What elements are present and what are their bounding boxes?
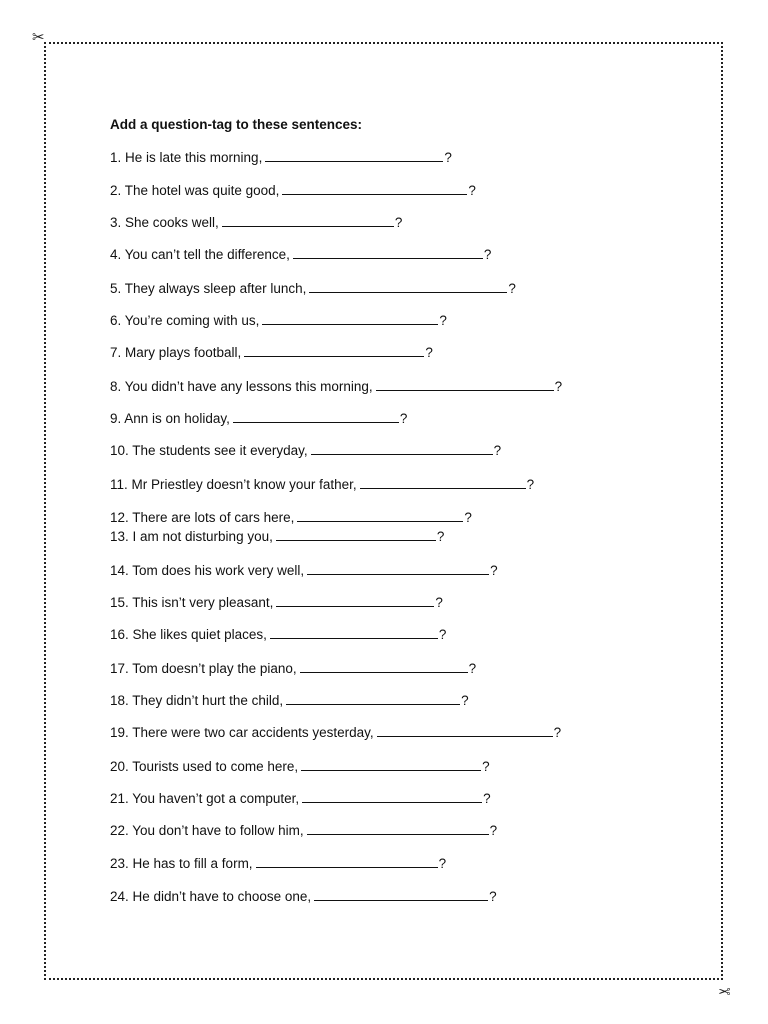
question-text: 2. The hotel was quite good, xyxy=(110,183,280,198)
question-text: 8. You didn’t have any lessons this morning, xyxy=(110,379,373,394)
question-text: 15. This isn’t very pleasant, xyxy=(110,595,274,610)
answer-blank[interactable] xyxy=(282,182,467,195)
question-mark: ? xyxy=(483,791,491,806)
answer-blank[interactable] xyxy=(314,888,488,901)
question-mark: ? xyxy=(483,247,492,262)
question-text: 17. Tom doesn’t play the piano, xyxy=(110,661,297,676)
question-item xyxy=(110,562,498,580)
question-item xyxy=(110,509,472,527)
question-item xyxy=(110,626,446,644)
question-text: 16. She likes quiet places, xyxy=(110,627,267,642)
question-item xyxy=(110,790,491,808)
question-text: 21. You haven’t got a computer, xyxy=(110,791,300,806)
question-mark: ? xyxy=(468,661,477,676)
question-text: 13. I am not disturbing you, xyxy=(110,529,273,544)
answer-blank[interactable] xyxy=(307,822,489,835)
answer-blank[interactable] xyxy=(270,626,438,639)
question-mark: ? xyxy=(425,345,433,360)
question-mark: ? xyxy=(490,563,498,578)
question-mark: ? xyxy=(526,477,535,492)
question-text: 3. She cooks well, xyxy=(110,215,219,230)
question-mark: ? xyxy=(489,889,497,904)
question-item xyxy=(110,528,444,546)
question-item xyxy=(110,822,497,840)
question-item xyxy=(110,410,407,428)
question-mark: ? xyxy=(436,529,445,544)
question-mark: ? xyxy=(489,823,498,838)
answer-blank[interactable] xyxy=(286,692,460,705)
question-item xyxy=(110,214,402,232)
worksheet-heading: Add a question-tag to these sentences: xyxy=(110,117,363,132)
answer-blank[interactable] xyxy=(297,509,463,522)
answer-blank[interactable] xyxy=(244,344,424,357)
question-text: 19. There were two car accidents yesterday, xyxy=(110,725,374,740)
answer-blank[interactable] xyxy=(376,378,554,391)
question-item xyxy=(110,344,433,362)
question-item xyxy=(110,280,516,298)
question-mark: ? xyxy=(464,510,472,525)
question-mark: ? xyxy=(493,443,502,458)
question-item xyxy=(110,594,443,612)
question-item xyxy=(110,660,476,678)
question-mark: ? xyxy=(438,856,447,871)
question-text: 14. Tom does his work very well, xyxy=(110,563,305,578)
answer-blank[interactable] xyxy=(256,855,438,868)
answer-blank[interactable] xyxy=(300,660,468,673)
question-item xyxy=(110,855,446,873)
question-text: 24. He didn’t have to choose one, xyxy=(110,889,312,904)
answer-blank[interactable] xyxy=(222,214,394,227)
question-mark: ? xyxy=(468,183,476,198)
question-mark: ? xyxy=(554,379,563,394)
answer-blank[interactable] xyxy=(265,149,443,162)
answer-blank[interactable] xyxy=(309,280,507,293)
question-mark: ? xyxy=(444,150,452,165)
question-text: 18. They didn’t hurt the child, xyxy=(110,693,284,708)
question-item xyxy=(110,378,562,396)
answer-blank[interactable] xyxy=(262,312,438,325)
question-item xyxy=(110,476,534,494)
question-text: 10. The students see it everyday, xyxy=(110,443,308,458)
question-mark: ? xyxy=(438,627,447,642)
question-text: 9. Ann is on holiday, xyxy=(110,411,230,426)
question-mark: ? xyxy=(482,759,490,774)
question-mark: ? xyxy=(439,313,447,328)
question-text: 23. He has to fill a form, xyxy=(110,856,253,871)
answer-blank[interactable] xyxy=(293,246,483,259)
question-text: 6. You’re coming with us, xyxy=(110,313,260,328)
question-item xyxy=(110,692,469,710)
question-item xyxy=(110,758,490,776)
answer-blank[interactable] xyxy=(307,562,489,575)
answer-blank[interactable] xyxy=(311,442,493,455)
answer-blank[interactable] xyxy=(377,724,553,737)
question-mark: ? xyxy=(435,595,443,610)
question-item xyxy=(110,182,476,200)
question-item xyxy=(110,246,491,264)
question-mark: ? xyxy=(399,411,408,426)
question-item xyxy=(110,724,561,742)
answer-blank[interactable] xyxy=(233,410,399,423)
question-text: 5. They always sleep after lunch, xyxy=(110,281,307,296)
question-text: 22. You don’t have to follow him, xyxy=(110,823,304,838)
question-text: 4. You can’t tell the difference, xyxy=(110,247,290,262)
scissors-icon: ✂ xyxy=(718,982,731,1000)
answer-blank[interactable] xyxy=(276,594,434,607)
answer-blank[interactable] xyxy=(301,758,481,771)
question-item xyxy=(110,149,452,167)
question-text: 12. There are lots of cars here, xyxy=(110,510,295,525)
scissors-icon: ✂ xyxy=(32,28,45,46)
question-mark: ? xyxy=(508,281,516,296)
question-mark: ? xyxy=(461,693,469,708)
question-text: 7. Mary plays football, xyxy=(110,345,242,360)
question-mark: ? xyxy=(394,215,403,230)
answer-blank[interactable] xyxy=(276,528,436,541)
question-item xyxy=(110,442,501,460)
question-text: 1. He is late this morning, xyxy=(110,150,263,165)
question-mark: ? xyxy=(553,725,562,740)
answer-blank[interactable] xyxy=(360,476,526,489)
answer-blank[interactable] xyxy=(302,790,482,803)
question-text: 11. Mr Priestley doesn’t know your father, xyxy=(110,477,357,492)
question-item xyxy=(110,888,497,906)
question-item xyxy=(110,312,447,330)
question-text: 20. Tourists used to come here, xyxy=(110,759,299,774)
